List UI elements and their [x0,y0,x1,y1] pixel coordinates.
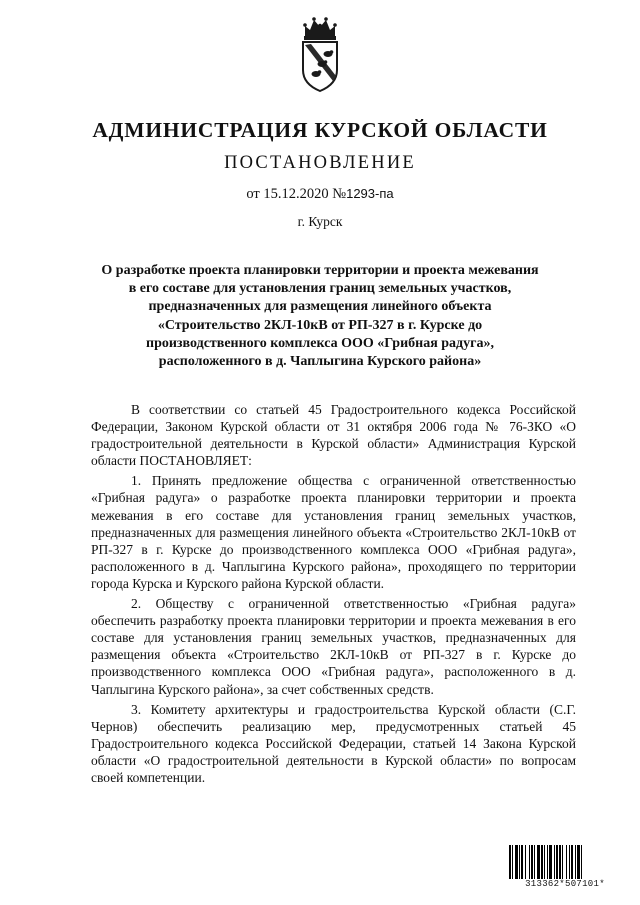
barcode-bar [529,845,530,879]
barcode-bar [534,845,535,879]
date-prefix: от 15.12.2020 № [246,186,347,202]
barcode-bar [581,845,582,879]
title-line: «Строительство 2КЛ-10кВ от РП-327 в г. Курске до [157,317,483,333]
title-line: расположенного в д. Чаплыгина Курского района» [158,354,482,370]
barcode-bar [537,845,540,879]
barcode-bar [519,845,520,879]
organization-name: АДМИНИСТРАЦИЯ КУРСКОЙ ОБЛАСТИ [92,118,548,142]
barcode-bar [531,845,533,879]
barcode-bar [569,845,570,879]
barcode-number: 313362*507101* [525,879,605,889]
barcode-bar [512,845,513,879]
document-title [60,262,580,371]
title-line: в его составе для установления границ земельных участков, [128,281,512,297]
barcode-bar [556,845,558,879]
barcode-bar [575,845,576,879]
document-number: 1293-па [346,186,394,201]
clause-3-paragraph: 3. Комитету архитектуры и градостроительства Курской области (С.Г. Чернов) обеспечить реализацию мер, предусмотренных статьей 45 Градостроительного кодекса Российской Федерации, статьей 14 Закона Курской области «О градостроительной деятельности в Курской области» по вопросам своей компетенции. [91,701,576,785]
city: г. Курск [297,214,343,229]
barcode-bar [549,845,552,879]
barcode-bar [521,845,523,879]
barcode-bar [566,845,567,879]
barcode-bar [515,845,518,879]
barcode-bar [541,845,543,879]
document-body [91,401,576,786]
document-type: ПОСТАНОВЛЕНИЕ [224,153,416,173]
barcode-bar [571,845,573,879]
title-line: О разработке проекта планировки территории и проекта межевания [101,263,539,278]
barcode-bar [577,845,580,879]
clause-2-paragraph: 2. Обществу с ограниченной ответственностью «Грибная радуга» обеспечить разработку проекта планировки территории и проекта межевания в его составе для установления границ земельных участков, предназначенных для размещения объекта «Строительство 2КЛ-10кВ от РП-327 в г. Курске до производственного комплекса ООО «Грибная радуга», расположенного в д. Чаплыгина Курского района», за счет собственных средств. [91,596,576,697]
preamble-paragraph: В соответствии со статьей 45 Градостроительного кодекса Российской Федерации, Законом Курской области от 31 октября 2006 года № 76-ЗКО «О градостроительной деятельности в Курской области» Администрация Курской области ПОСТАНОВЛЯЕТ: [91,402,576,469]
title-line: предназначенных для размещения линейного объекта [148,299,492,315]
coat-of-arms-icon [297,14,343,94]
clause-1-paragraph: 1. Принять предложение общества с ограниченной ответственностью «Грибная радуга» о разработке проекта планировки территории и проекта межевания в его составе для установления границ земельных участков, предназначенных для размещения линейного объекта «Строительство 2КЛ-10кВ от РП-327 в г. Курске до производственного комплекса ООО «Грибная радуга», расположенного в д. Чаплыгина Курского района», проходящего по территории города Курска и Курского района Курской области. [91,473,576,591]
barcode-bar [544,845,545,879]
barcode-icon [508,845,622,879]
barcode-bar [509,845,511,879]
barcode [508,845,622,891]
barcode-bar [554,845,555,879]
date-and-number [0,186,640,203]
barcode-bar [562,845,563,879]
barcode-bar [525,845,526,879]
title-line: производственного комплекса ООО «Грибная радуга», [146,335,494,351]
barcode-bar [559,845,561,879]
barcode-bar [547,845,548,879]
